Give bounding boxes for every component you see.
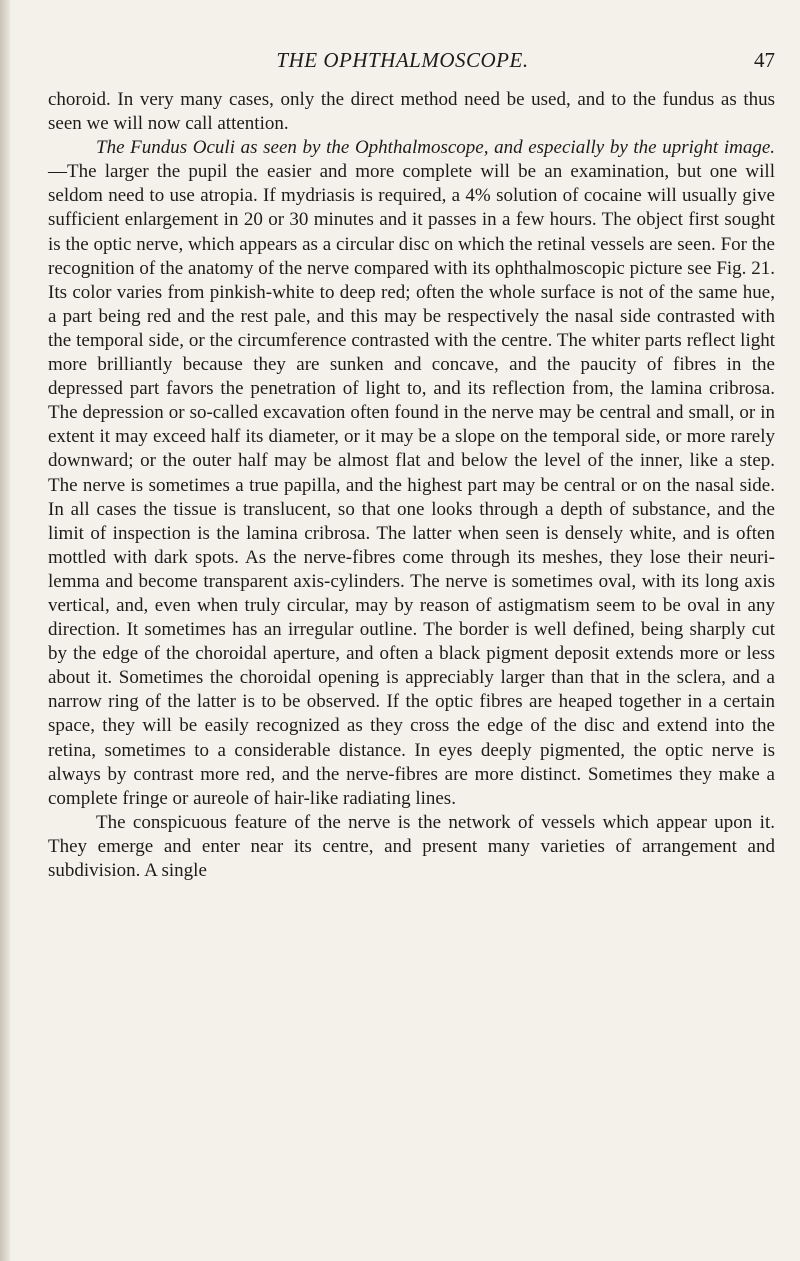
page-number: 47	[754, 48, 775, 72]
page-body	[48, 88, 775, 883]
running-title: THE OPHTHALMOSCOPE.	[276, 48, 529, 72]
paragraph-2-text: —The larger the pupil the easier and more complete will be an examination, but one will seldom need to use atropia. If mydriasis is required, a 4% solution of cocaine will usually give sufficient enlargement in 20 or 30 minutes and it passes in a few hours. The object first sought is the optic nerve, which appears as a circular disc on which the retinal vessels are seen. For the recognition of the anatomy of the nerve compared with its ophthalmoscopic picture see Fig. 21. Its color varies from pinkish-white to deep red; often the whole surface is not of the same hue, a part being red and the rest pale, and this may be respectively the nasal side contrasted with the temporal side, or the circumference contrasted with the centre. The whiter parts reflect light more brilliantly because they are sunken and concave, and the paucity of fibres in the depressed part favors the penetration of light to, and its reflection from, the lamina cribrosa. The depression or so-called excavation often found in the nerve may be central and small, or in extent it may exceed half its diameter, or it may be a slope on the temporal side, or more rarely downward; or the outer half may be almost flat and below the level of the inner, like a step. The nerve is sometimes a true papilla, and the highest part may be central or on the nasal side. In all cases the tissue is translucent, so that one looks through a depth of substance, and the limit of inspection is the lamina cribrosa. The latter when seen is densely white, and is often mottled with dark spots. As the nerve-fibres come through its meshes, they lose their neurilemma and become transparent axis-cylinders. The nerve is sometimes oval, with its long axis vertical, and, even when truly circular, may by reason of astigmatism seem to be oval in any direction. It sometimes has an irregular outline. The border is well defined, being sharply cut by the edge of the choroidal aperture, and often a black pigment deposit extends more or less about it. Sometimes the choroidal opening is appreciably larger than that in the sclera, and a narrow ring of the latter is to be observed. If the optic fibres are heaped together in a certain space, they will be easily recognized as they cross the edge of the disc and extend into the retina, sometimes to a considerable distance. In eyes deeply pigmented, the optic nerve is always by contrast more red, and the nerve-fibres are more distinct. Sometimes they make a complete fringe or aureole of hair-like radiating lines.	[48, 161, 775, 809]
section-heading: The Fundus Oculi as seen by the Ophthalmoscope, and especially by the upright image.	[96, 137, 775, 159]
paragraph-3-text: The conspicuous feature of the nerve is the network of vessels which appear upon it. They emerge and enter near its centre, and present many varieties of arrangement and subdivision. A single	[48, 811, 775, 881]
paragraph-vessels	[48, 811, 775, 883]
paragraph-continuation	[48, 88, 775, 136]
page-header	[30, 48, 775, 78]
paragraph-fundus-oculi	[48, 136, 775, 811]
page-binding-edge	[0, 0, 10, 1261]
paragraph-1-text: choroid. In very many cases, only the direct method need be used, and to the fundus as thus seen we will now call attention.	[48, 89, 775, 135]
